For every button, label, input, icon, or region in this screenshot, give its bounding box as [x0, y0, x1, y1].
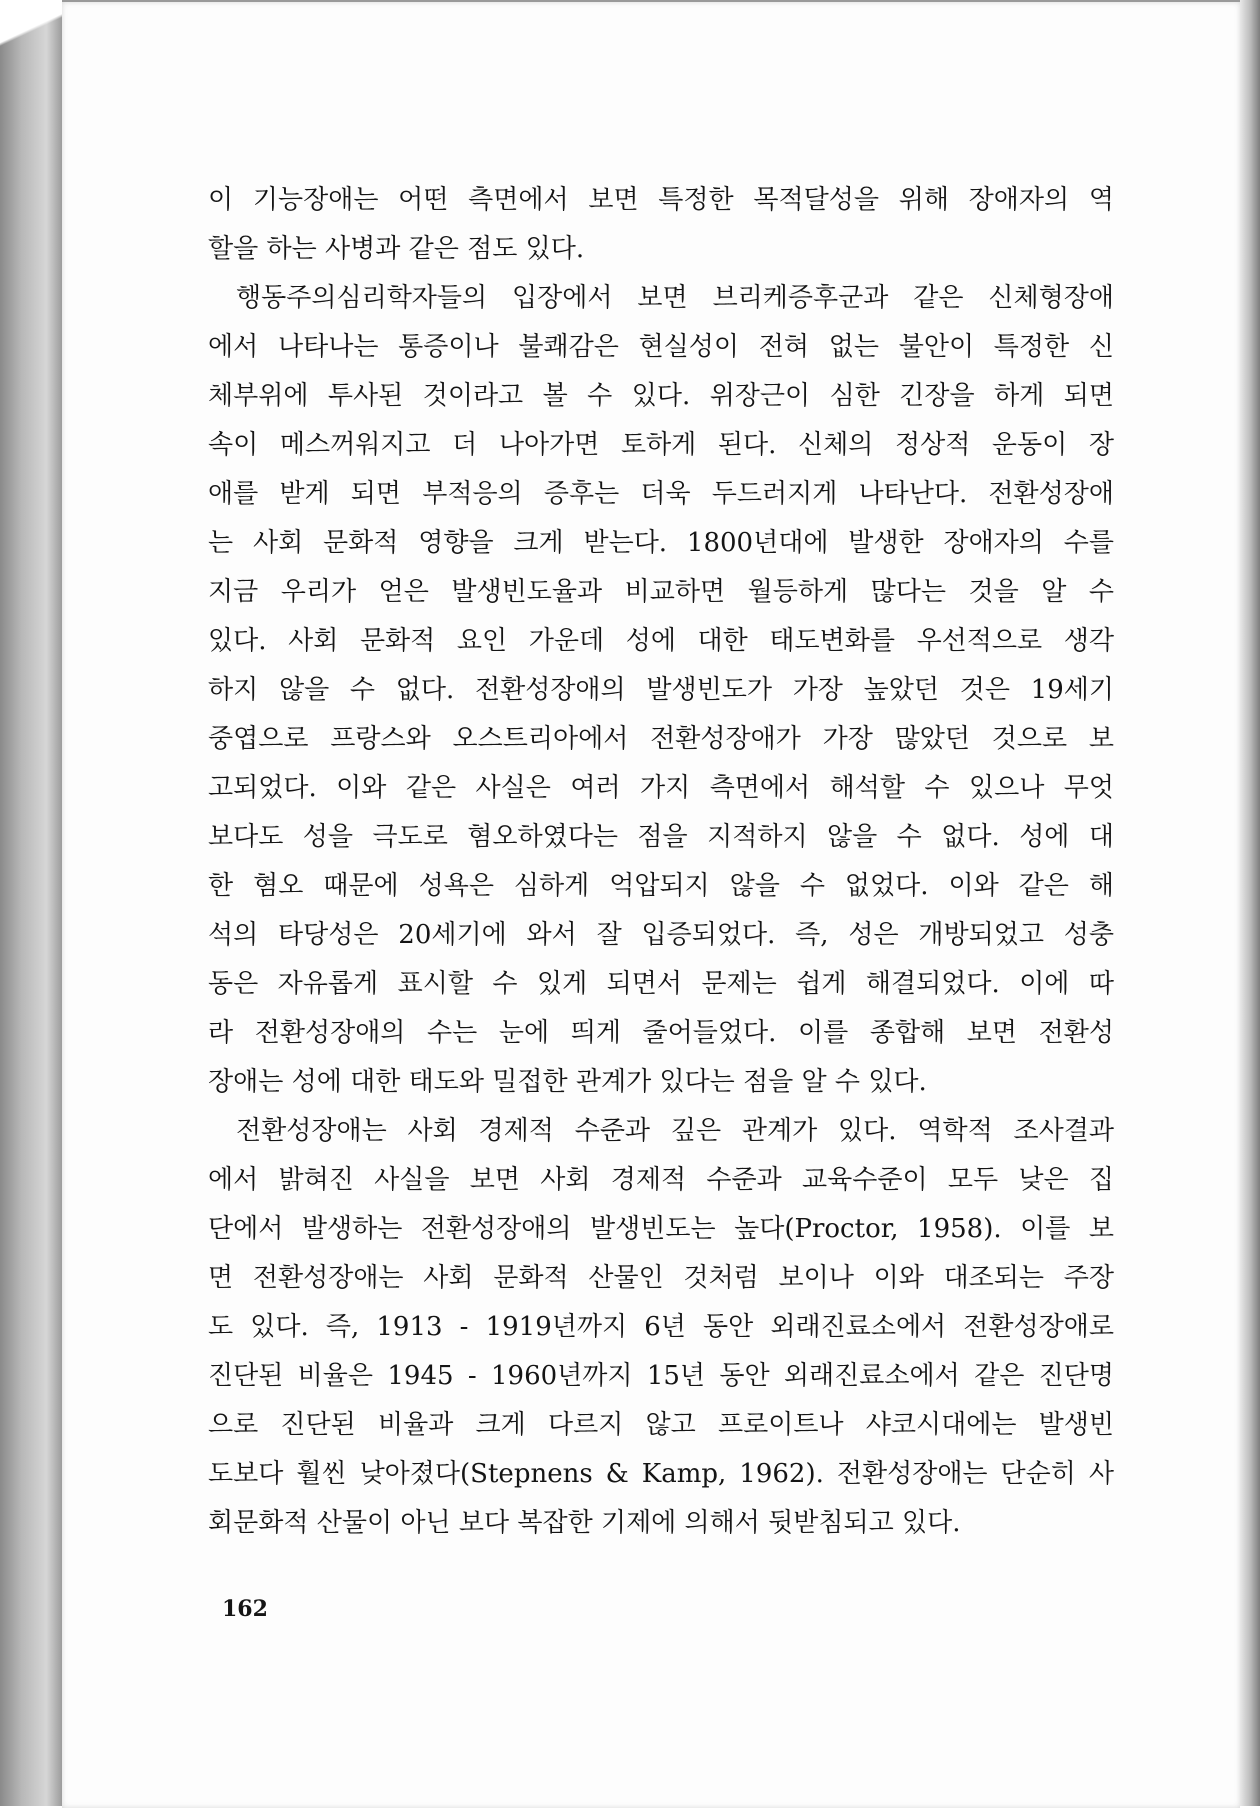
text-line: 하지 않을 수 없다. 전환성장애의 발생빈도가 가장 높았던 것은 19세기 [208, 675, 1114, 705]
body-text [208, 176, 1114, 1548]
text-line: 회문화적 산물이 아닌 보다 복잡한 기제에 의해서 뒷받침되고 있다. [208, 1508, 961, 1538]
page-edge-shadow [1240, 0, 1260, 1806]
text-line: 도보다 훨씬 낮아졌다(Stepnens & Kamp, 1962). 전환성장애는 단순히 사 [208, 1459, 1114, 1489]
text-line: 할을 하는 사병과 같은 점도 있다. [208, 234, 585, 264]
text-line: 체부위에 투사된 것이라고 볼 수 있다. 위장근이 심한 긴장을 하게 되면 [208, 381, 1114, 411]
text-line: 중엽으로 프랑스와 오스트리아에서 전환성장애가 가장 많았던 것으로 보 [208, 724, 1114, 754]
text-line: 면 전환성장애는 사회 문화적 산물인 것처럼 보이나 이와 대조되는 주장 [208, 1263, 1114, 1293]
book-spine-edge [0, 0, 62, 1806]
text-line: 에서 밝혀진 사실을 보면 사회 경제적 수준과 교육수준이 모두 낮은 집 [208, 1165, 1114, 1195]
text-line: 고되었다. 이와 같은 사실은 여러 가지 측면에서 해석할 수 있으나 무엇 [208, 773, 1114, 803]
text-line: 에서 나타나는 통증이나 불쾌감은 현실성이 전혀 없는 불안이 특정한 신 [208, 332, 1114, 362]
text-line: 라 전환성장애의 수는 눈에 띄게 줄어들었다. 이를 종합해 보면 전환성 [208, 1018, 1114, 1048]
text-line: 동은 자유롭게 표시할 수 있게 되면서 문제는 쉽게 해결되었다. 이에 따 [208, 969, 1114, 999]
text-line: 전환성장애는 사회 경제적 수준과 깊은 관계가 있다. 역학적 조사결과 [236, 1116, 1114, 1146]
spine-corner [0, 0, 62, 60]
text-line: 장애는 성에 대한 태도와 밀접한 관계가 있다는 점을 알 수 있다. [208, 1067, 927, 1097]
text-line: 는 사회 문화적 영향을 크게 받는다. 1800년대에 발생한 장애자의 수를 [208, 528, 1114, 558]
text-line: 애를 받게 되면 부적응의 증후는 더욱 두드러지게 나타난다. 전환성장애 [208, 479, 1114, 509]
text-line: 석의 타당성은 20세기에 와서 잘 입증되었다. 즉, 성은 개방되었고 성충 [208, 920, 1114, 950]
text-line: 지금 우리가 얻은 발생빈도율과 비교하면 월등하게 많다는 것을 알 수 [208, 577, 1114, 607]
text-line: 속이 메스꺼워지고 더 나아가면 토하게 된다. 신체의 정상적 운동이 장 [208, 430, 1114, 460]
text-line: 진단된 비율은 1945 - 1960년까지 15년 동안 외래진료소에서 같은 진단명 [208, 1361, 1114, 1391]
text-line: 보다도 성을 극도로 혐오하였다는 점을 지적하지 않을 수 없다. 성에 대 [208, 822, 1114, 852]
text-line: 단에서 발생하는 전환성장애의 발생빈도는 높다(Proctor, 1958). 이를 보 [208, 1214, 1114, 1244]
text-line: 으로 진단된 비율과 크게 다르지 않고 프로이트나 샤코시대에는 발생빈 [208, 1410, 1114, 1440]
text-line: 있다. 사회 문화적 요인 가운데 성에 대한 태도변화를 우선적으로 생각 [208, 626, 1114, 656]
text-line: 이 기능장애는 어떤 측면에서 보면 특정한 목적달성을 위해 장애자의 역 [208, 185, 1114, 215]
page-number: 162 [222, 1596, 268, 1622]
text-line: 도 있다. 즉, 1913 - 1919년까지 6년 동안 외래진료소에서 전환성장애로 [208, 1312, 1114, 1342]
text-line: 행동주의심리학자들의 입장에서 보면 브리케증후군과 같은 신체형장애 [236, 283, 1114, 313]
text-line: 한 혐오 때문에 성욕은 심하게 억압되지 않을 수 없었다. 이와 같은 해 [208, 871, 1114, 901]
